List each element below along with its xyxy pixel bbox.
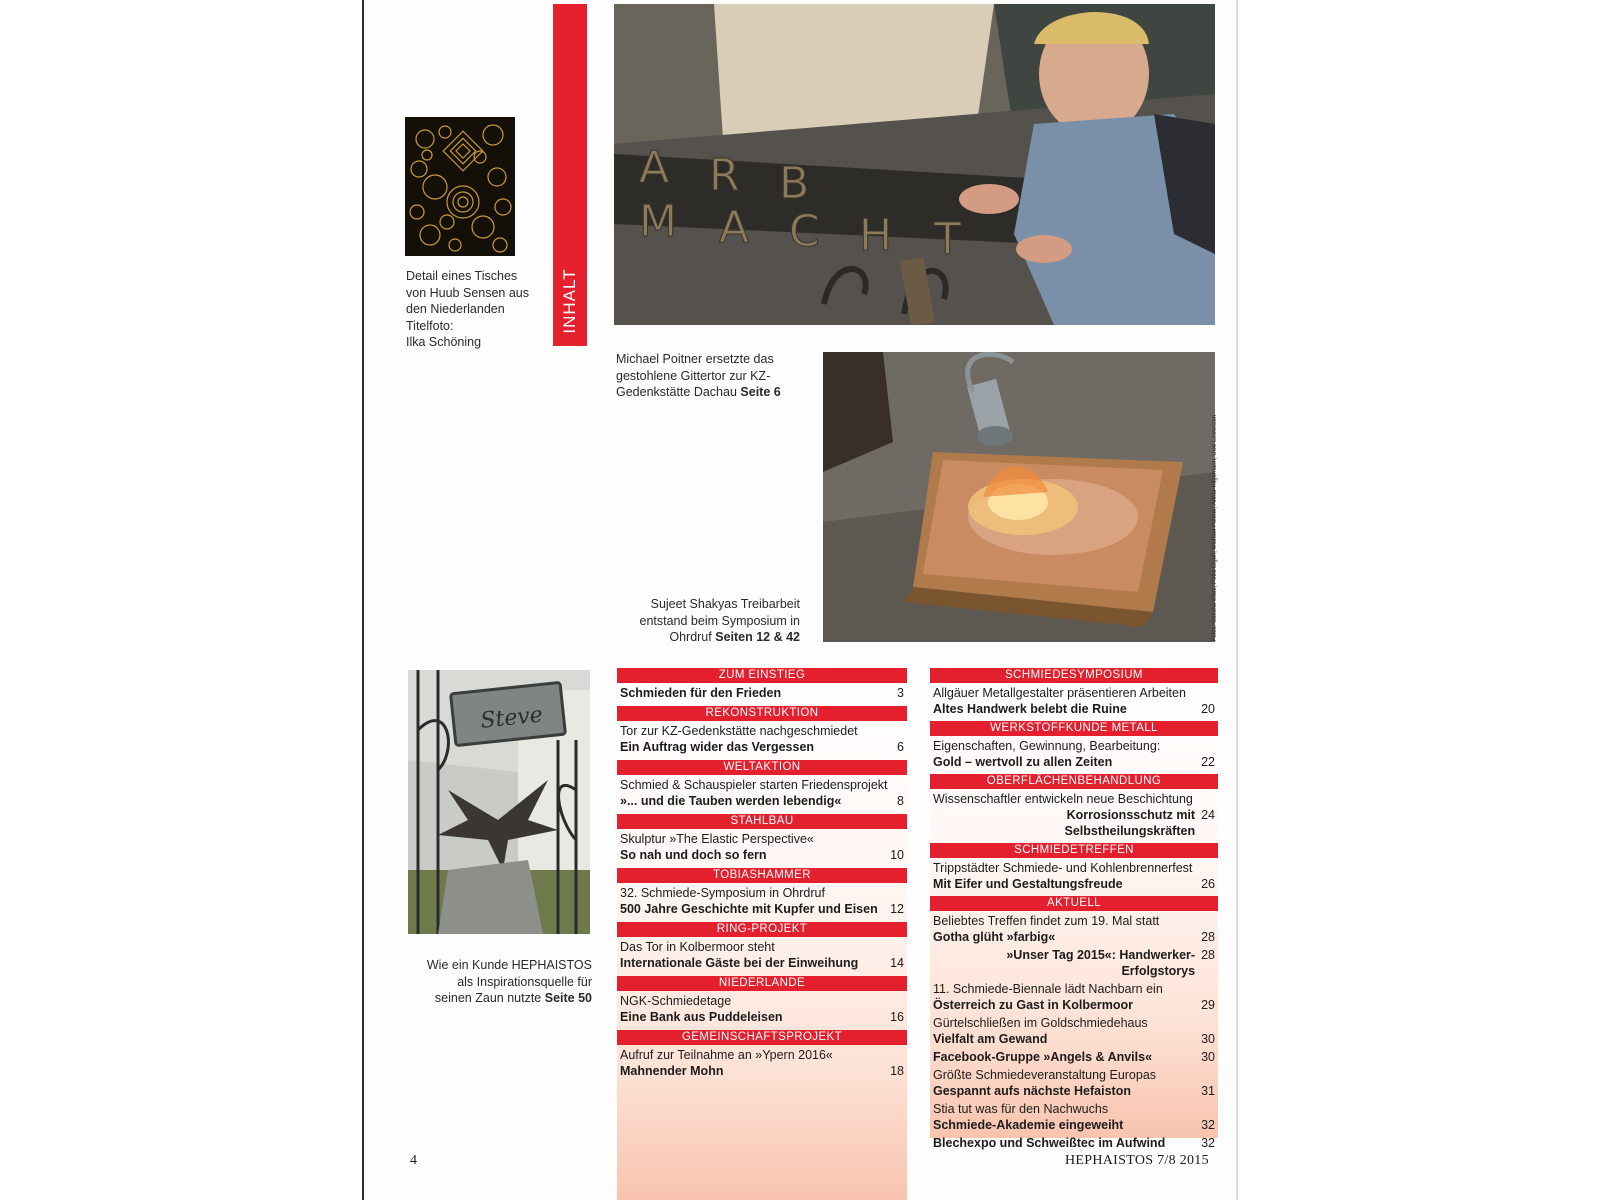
toc-page-number: 32 — [1201, 1136, 1215, 1150]
toc-page-number: 18 — [890, 1064, 904, 1078]
toc-entry[interactable]: Das Tor in Kolbermoor steht Internationale Gäste bei der Einweihung 14 — [620, 940, 904, 970]
svg-text:A: A — [719, 202, 750, 253]
svg-text:C: C — [789, 206, 820, 257]
table-detail-photo — [405, 117, 515, 256]
toc-section-heading: TOBIASHAMMER — [617, 868, 907, 883]
toc-section-heading: ZUM EINSTIEG — [617, 668, 907, 683]
kunde-caption: Wie ein Kunde HEPHAISTOS als Inspirationsquelle für seinen Zaun nutzte Seite 50 — [426, 958, 592, 1005]
toc-section-heading: GEMEINSCHAFTSPROJEKT — [617, 1030, 907, 1045]
toc-section-rekonstruktion — [617, 706, 907, 755]
toc-entry[interactable]: Tor zur KZ-Gedenkstätte nachgeschmiedet Ein Auftrag wider das Vergessen 6 — [620, 724, 904, 754]
toc-entry[interactable]: Aufruf zur Teilnahme an »Ypern 2016« Mahnender Mohn 18 — [620, 1048, 904, 1078]
toc-section-weltaktion — [617, 760, 907, 809]
toc-entry[interactable]: Schmieden für den Frieden 3 — [620, 686, 904, 700]
page-number: 4 — [410, 1153, 417, 1168]
toc-section-ring-projekt — [617, 922, 907, 971]
toc-section-heading: SCHMIEDETREFFEN — [930, 843, 1218, 858]
toc-entry[interactable]: 32. Schmiede-Symposium in Ohrdruf 500 Jahre Geschichte mit Kupfer und Eisen 12 — [620, 886, 904, 916]
toc-section-werkstoffkunde — [930, 721, 1218, 770]
toc-entry[interactable]: Größte Schmiedeveranstaltung Europas Gespannt aufs nächste Hefaiston 31 — [933, 1068, 1215, 1098]
toc-right-column — [930, 668, 1218, 1150]
toc-page-number: 28 — [1201, 948, 1215, 962]
toc-entry[interactable]: Facebook-Gruppe »Angels & Anvils« 30 — [933, 1050, 1215, 1064]
toc-page-number: 12 — [890, 902, 904, 916]
inhalt-label: INHALT — [560, 268, 579, 334]
svg-text:B: B — [779, 158, 810, 209]
toc-entry[interactable]: »Unser Tag 2015«: Handwerker-Erfolgstorys 28 — [1006, 948, 1215, 978]
toc-page-number: 31 — [1201, 1084, 1215, 1098]
toc-section-schmiedetreffen — [930, 843, 1218, 892]
dragon-gate-photo — [408, 670, 590, 934]
toc-page-number: 26 — [1201, 877, 1215, 891]
toc-page-number: 10 — [890, 848, 904, 862]
toc-section-heading: NIEDERLANDE — [617, 976, 907, 991]
toc-entry[interactable]: Wissenschaftler entwickeln neue Beschichtung Korrosionsschutz mit Selbstheilungskräften 24 — [933, 792, 1215, 838]
svg-text:M: M — [639, 196, 677, 247]
toc-entry[interactable]: Beliebtes Treffen findet zum 19. Mal statt Gotha glüht »farbig« 28 — [933, 914, 1215, 944]
toc-entry[interactable]: NGK-Schmiedetage Eine Bank aus Puddeleisen 16 — [620, 994, 904, 1024]
toc-entry[interactable]: Blechexpo und Schweißtec im Aufwind 32 — [933, 1136, 1215, 1150]
inhalt-bar — [553, 4, 587, 346]
magazine-issue: HEPHAISTOS 7/8 2015 — [1065, 1153, 1209, 1168]
toc-page-number: 14 — [890, 956, 904, 970]
toc-entry[interactable]: Skulptur »The Elastic Perspective« So nah und doch so fern 10 — [620, 832, 904, 862]
poitner-gate-photo — [614, 4, 1215, 325]
toc-section-heading: STAHLBAU — [617, 814, 907, 829]
toc-left-column — [617, 668, 907, 1200]
toc-entry[interactable]: Schmied & Schauspieler starten Friedensprojekt »... und die Tauben werden lebendig« 8 — [620, 778, 904, 808]
toc-section-oberflaechenbehandlung — [930, 774, 1218, 839]
svg-text:T: T — [934, 214, 961, 265]
cover-detail-caption: Detail eines Tisches von Huub Sensen aus den Niederlanden Titelfoto: Ilka Schöning — [406, 269, 530, 349]
toc-entry[interactable]: Eigenschaften, Gewinnung, Bearbeitung: Gold – wertvoll zu allen Zeiten 22 — [933, 739, 1215, 769]
toc-page-number: 16 — [890, 1010, 904, 1024]
toc-section-tobiashammer — [617, 868, 907, 917]
poitner-page-ref: Seite 6 — [740, 385, 781, 399]
toc-page-number: 3 — [897, 686, 904, 700]
kunde-page-ref: Seite 50 — [544, 991, 592, 1005]
toc-page-number: 22 — [1201, 755, 1215, 769]
shakya-copper-photo — [823, 352, 1215, 642]
toc-section-heading: WERKSTOFFKUNDE METALL — [930, 721, 1218, 736]
toc-entry[interactable]: 11. Schmiede-Biennale lädt Nachbarn ein Österreich zu Gast in Kolbermoor 29 — [933, 982, 1215, 1012]
toc-entry[interactable]: Allgäuer Metallgestalter präsentieren Arbeiten Altes Handwerk belebt die Ruine 20 — [933, 686, 1215, 716]
toc-section-heading: REKONSTRUKTION — [617, 706, 907, 721]
toc-section-heading: OBERFLÄCHENBEHANDLUNG — [930, 774, 1218, 789]
gate-sign-text: Steve — [479, 702, 544, 734]
toc-section-heading: SCHMIEDESYMPOSIUM — [930, 668, 1218, 683]
svg-text:A: A — [639, 142, 670, 193]
toc-section-schmiedesymposium — [930, 668, 1218, 717]
toc-section-heading: AKTUELL — [930, 896, 1218, 911]
toc-entry[interactable]: Stia tut was für den Nachwuchs Schmiede-Akademie eingeweiht 32 — [933, 1102, 1215, 1132]
toc-page-number: 29 — [1201, 998, 1215, 1012]
toc-section-heading: WELTAKTION — [617, 760, 907, 775]
toc-page-number: 8 — [897, 794, 904, 808]
toc-page-number: 30 — [1201, 1050, 1215, 1064]
toc-entry[interactable]: Trippstädter Schmiede- und Kohlenbrennerfest Mit Eifer und Gestaltungsfreude 26 — [933, 861, 1215, 891]
svg-text:R: R — [709, 150, 740, 201]
svg-text:H: H — [859, 210, 893, 261]
toc-page-number: 20 — [1201, 702, 1215, 716]
toc-section-stahlbau — [617, 814, 907, 863]
toc-section-niederlande — [617, 976, 907, 1025]
toc-page-number: 6 — [897, 740, 904, 754]
toc-section-aktuell — [930, 896, 1218, 1151]
shakya-caption: Sujeet Shakyas Treibarbeit entstand beim Symposium in Ohrdruf Seiten 12 & 42 — [639, 597, 800, 644]
photo-credit: Fotos: Sascha Starz, Petra Elgoff, Michael Poitner, Arthur Kilgemann, Uwe Lowensen — [1212, 414, 1218, 642]
toc-page-number: 24 — [1201, 808, 1215, 822]
toc-page-number: 30 — [1201, 1032, 1215, 1046]
toc-section-zum-einstieg — [617, 668, 907, 701]
toc-section-heading: RING-PROJEKT — [617, 922, 907, 937]
toc-section-gemeinschaftsprojekt — [617, 1030, 907, 1079]
toc-page-number: 28 — [1201, 930, 1215, 944]
shakya-page-ref: Seiten 12 & 42 — [715, 630, 800, 644]
toc-page-number: 32 — [1201, 1118, 1215, 1132]
toc-entry[interactable]: Gürtelschließen im Goldschmiedehaus Vielfalt am Gewand 30 — [933, 1016, 1215, 1046]
poitner-caption: Michael Poitner ersetzte das gestohlene Gittertor zur KZ- Gedenkstätte Dachau Seite 6 — [616, 352, 781, 399]
